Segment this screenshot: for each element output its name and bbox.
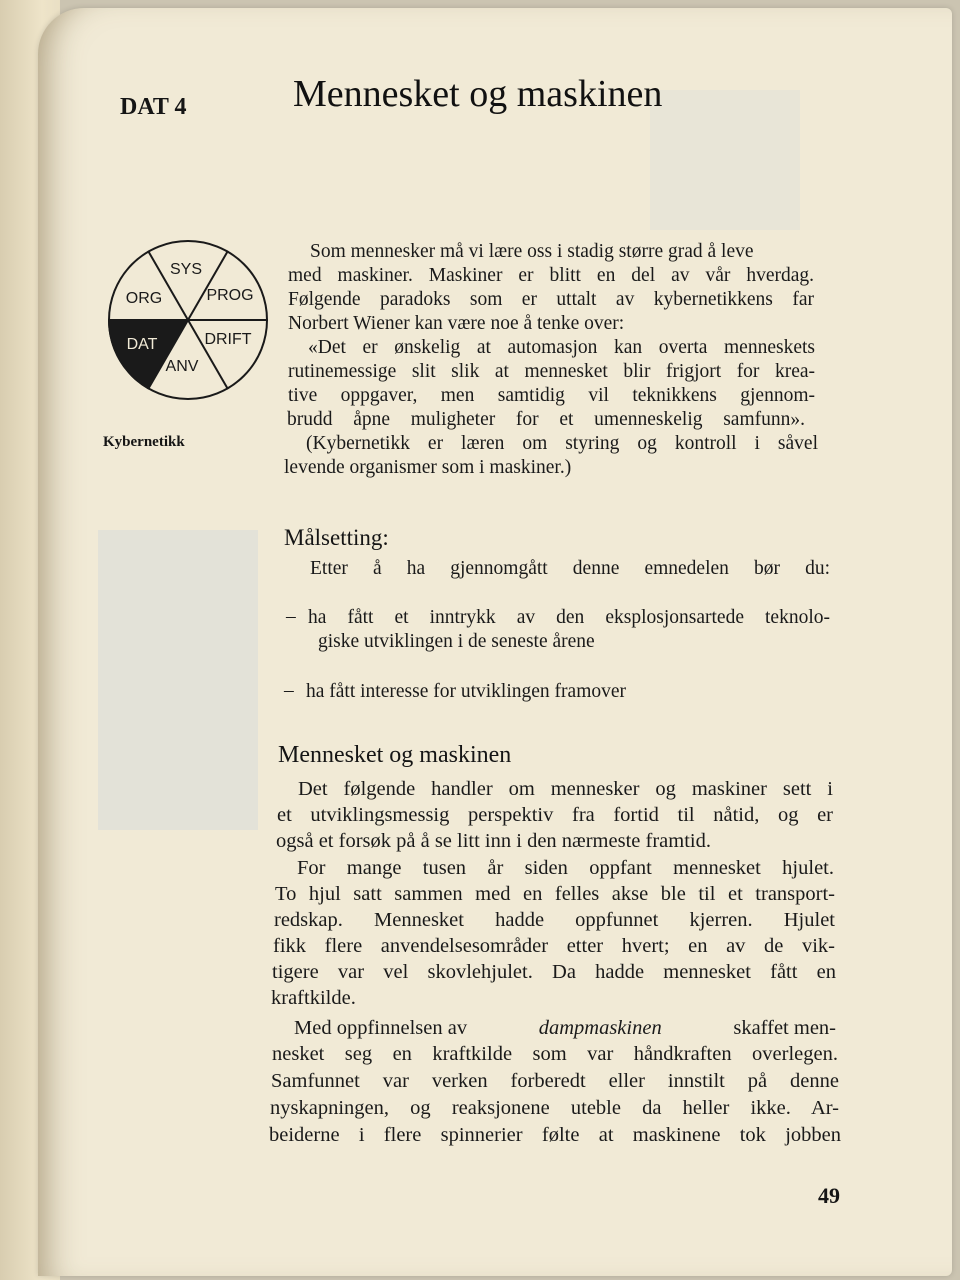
text-line: Samfunnet var verken forberedt eller innstilt på denne bbox=[271, 1070, 839, 1092]
text-line: kraftkilde. bbox=[271, 987, 356, 1009]
text-line: To hjul satt sammen med en felles akse ble til et transport- bbox=[275, 883, 835, 905]
list-bullet: – bbox=[286, 606, 296, 627]
text-line: med maskiner. Maskiner er blitt en del av vår hverdag. bbox=[288, 265, 814, 286]
text-line: Det følgende handler om mennesker og maskiner sett i bbox=[298, 778, 833, 800]
text-line: nesket seg en kraftkilde som var håndkraften overlegen. bbox=[272, 1043, 838, 1065]
text-line: (Kybernetikk er læren om styring og kontroll i såvel bbox=[306, 433, 818, 454]
text-line: nyskapningen, og reaksjonene uteble da heller ikke. Ar- bbox=[270, 1097, 839, 1119]
list-bullet: – bbox=[284, 680, 294, 701]
show-through-image bbox=[98, 530, 258, 830]
text-line: også et forsøk på å se litt inn i den nærmeste framtid. bbox=[276, 830, 711, 852]
emphasized-term: dampmaskinen bbox=[538, 1017, 662, 1039]
text-run: Med oppfinnelsen av bbox=[294, 1017, 473, 1039]
goal-item: ha fått et inntrykk av den eksplosjonsartede teknolo- bbox=[308, 607, 830, 628]
text-line: Som mennesker må vi lære oss i stadig større grad å leve bbox=[310, 241, 754, 262]
wheel-label-dat: DAT bbox=[126, 336, 158, 353]
wheel-label-anv: ANV bbox=[165, 358, 199, 375]
text-line bbox=[294, 1015, 836, 1041]
text-line: Følgende paradoks som er uttalt av kybernetikkens far bbox=[288, 289, 814, 310]
diagram-caption: Kybernetikk bbox=[103, 434, 185, 450]
wheel-label-sys: SYS bbox=[169, 261, 203, 278]
text-line: fikk flere anvendelsesområder etter hvert; en av de vik- bbox=[273, 935, 835, 957]
topic-wheel-diagram bbox=[108, 240, 268, 400]
text-line: rutinemessige slit slik at mennesket blir frigjort for krea- bbox=[288, 361, 815, 382]
goals-lead: Etter å ha gjennomgått denne emnedelen bør du: bbox=[310, 558, 830, 579]
page-title: Mennesket og maskinen bbox=[293, 73, 663, 115]
text-run: skaffet men- bbox=[728, 1017, 836, 1039]
goal-item: ha fått interesse for utviklingen framover bbox=[306, 681, 627, 702]
page-number: 49 bbox=[818, 1183, 840, 1208]
text-line: For mange tusen år siden oppfant mennesket hjulet. bbox=[297, 857, 834, 879]
goals-heading: Målsetting: bbox=[284, 525, 389, 550]
text-line: et utviklingsmessig perspektiv fra fortid til nåtid, og er bbox=[277, 804, 833, 826]
text-line: brudd åpne muligheter for et umenneskelig samfunn». bbox=[287, 409, 805, 430]
section-label: DAT 4 bbox=[120, 94, 187, 120]
wheel-segment-dat bbox=[108, 320, 188, 389]
wheel-label-org: ORG bbox=[125, 290, 163, 307]
text-line: tigere var vel skovlehjulet. Da hadde mennesket fått en bbox=[272, 961, 836, 983]
text-line: tive oppgaver, men samtidig vil teknikkens gjennom- bbox=[288, 385, 815, 406]
wheel-label-drift: DRIFT bbox=[204, 331, 252, 348]
goal-item: giske utviklingen i de seneste årene bbox=[318, 631, 595, 652]
text-line: levende organismer som i maskiner.) bbox=[284, 457, 572, 478]
section-heading: Mennesket og maskinen bbox=[278, 742, 512, 768]
text-line: Norbert Wiener kan være noe å tenke over: bbox=[288, 313, 625, 334]
text-line: beiderne i flere spinnerier følte at maskinene tok jobben bbox=[269, 1124, 841, 1146]
text-line: redskap. Mennesket hadde oppfunnet kjerren. Hjulet bbox=[274, 909, 835, 931]
show-through-image bbox=[650, 90, 800, 230]
text-line: «Det er ønskelig at automasjon kan overta menneskets bbox=[308, 337, 815, 358]
wheel-label-prog: PROG bbox=[206, 287, 254, 304]
